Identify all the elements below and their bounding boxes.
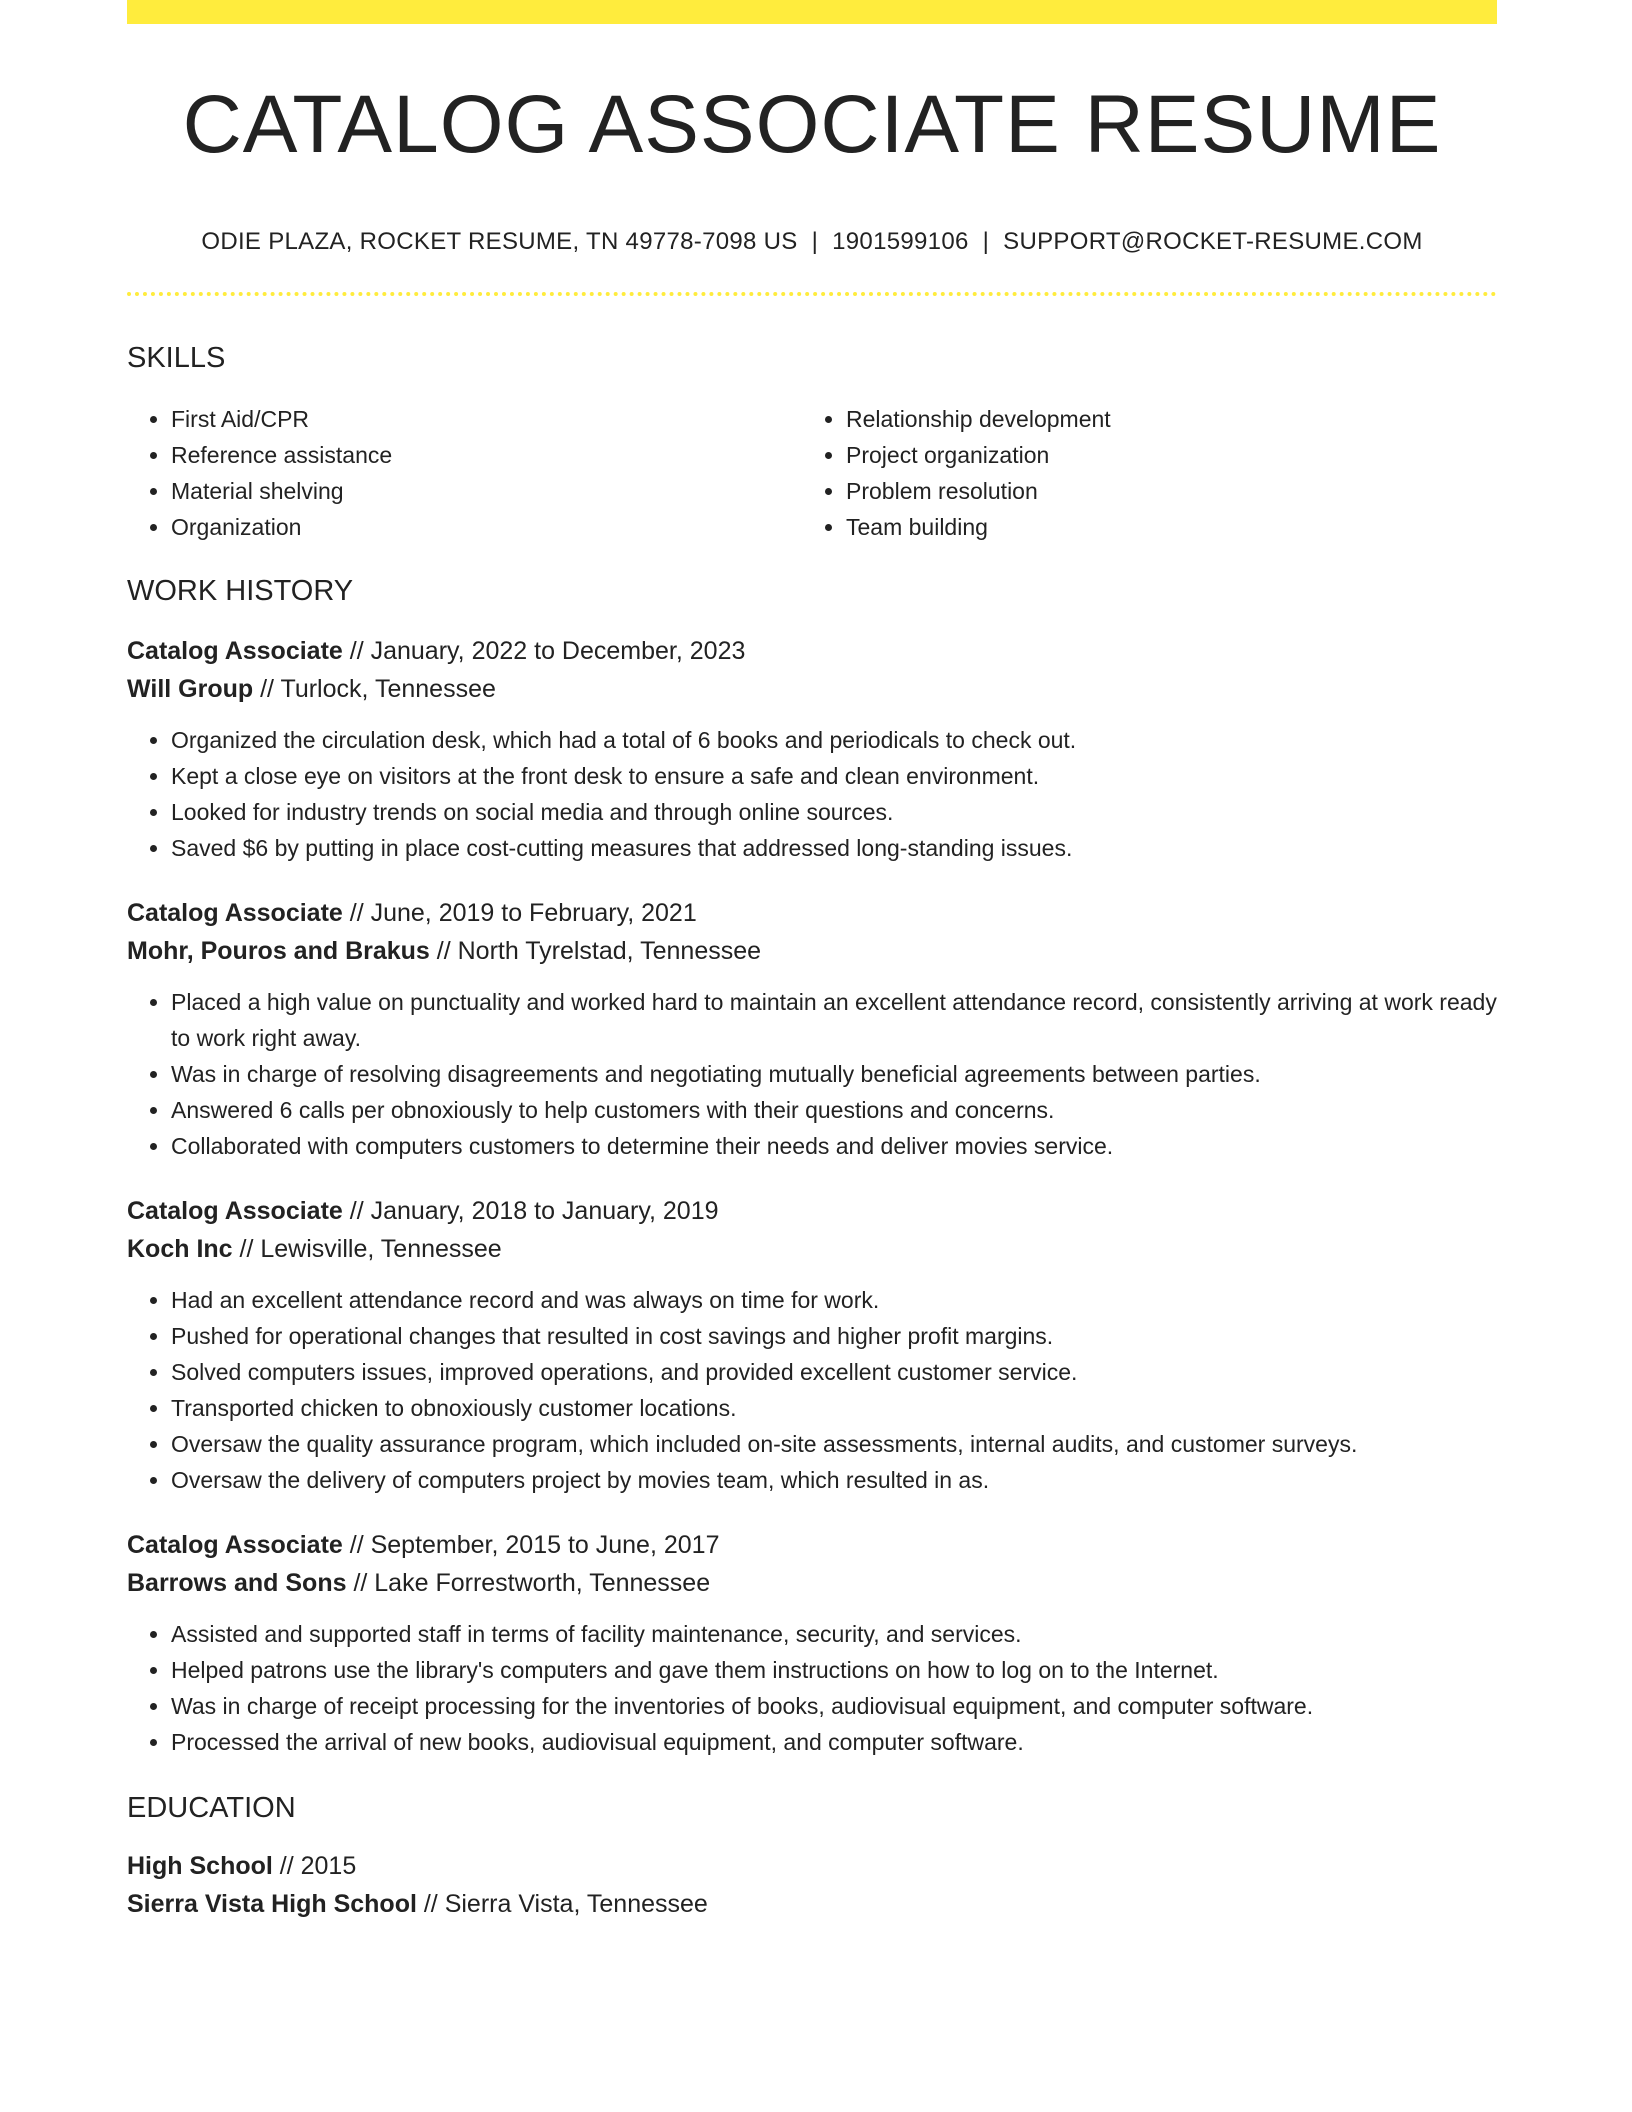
job-bullet: • Assisted and supported staff in terms of facility maintenance, security, and services. [171,1616,1497,1652]
accent-top-bar [127,0,1497,24]
job-title: Catalog Associate [127,899,343,927]
education-school-line [127,1885,1497,1923]
skill-item: • First Aid/CPR [171,401,802,437]
skills-grid [127,401,1497,545]
job-title-line [127,1192,1497,1230]
contact-address: ODIE PLAZA, ROCKET RESUME, TN 49778-7098 US [201,228,798,255]
skill-item: • Reference assistance [171,437,802,473]
job-title-line [127,1526,1497,1564]
education-year: // 2015 [272,1852,357,1880]
job-title: Catalog Associate [127,1531,343,1559]
job-company-line [127,932,1497,970]
resume-title: CATALOG ASSOCIATE RESUME [182,79,1442,170]
contact-separator: | [811,228,819,255]
job-company-line [127,1230,1497,1268]
job-company: Mohr, Pouros and Brakus [127,937,430,965]
job-bullet: • Oversaw the quality assurance program, which included on-site assessments, internal audits, and customer surveys. [171,1426,1497,1462]
job-bullet: • Processed the arrival of new books, audiovisual equipment, and computer software. [171,1724,1497,1760]
job-company-line [127,1564,1497,1602]
education-entry [127,1847,1497,1923]
job-company-line [127,670,1497,708]
job-location: // Lewisville, Tennessee [232,1235,502,1263]
job-company: Koch Inc [127,1235,233,1263]
job-bullet: • Kept a close eye on visitors at the front desk to ensure a safe and clean environment. [171,758,1497,794]
job-location: // Lake Forrestworth, Tennessee [346,1569,711,1597]
skill-item: • Relationship development [846,401,1477,437]
job-bullet: • Oversaw the delivery of computers project by movies team, which resulted in as. [171,1462,1497,1498]
job-entry [127,632,1497,866]
contact-phone: 1901599106 [832,228,969,255]
job-bullet: • Pushed for operational changes that resulted in cost savings and higher profit margins. [171,1318,1497,1354]
resume-page [127,0,1497,1923]
education-degree-line [127,1847,1497,1885]
job-bullet: • Looked for industry trends on social media and through online sources. [171,794,1497,830]
job-bullet: • Had an excellent attendance record and was always on time for work. [171,1282,1497,1318]
contact-email: SUPPORT@ROCKET-RESUME.COM [1003,228,1423,255]
job-dates: // January, 2018 to January, 2019 [342,1197,719,1225]
job-entry [127,894,1497,1164]
dotted-divider [127,292,1497,296]
job-bullets [127,1282,1497,1498]
job-location: // Turlock, Tennessee [253,675,496,703]
contact-line [127,228,1497,256]
job-company: Barrows and Sons [127,1569,347,1597]
job-bullet: • Was in charge of resolving disagreements and negotiating mutually beneficial agreements between parties. [171,1056,1497,1092]
job-company: Will Group [127,675,254,703]
skill-item: • Organization [171,509,802,545]
job-entry [127,1526,1497,1760]
job-dates: // June, 2019 to February, 2021 [342,899,697,927]
job-bullet: • Saved $6 by putting in place cost-cutting measures that addressed long-standing issues. [171,830,1497,866]
job-bullet: • Organized the circulation desk, which had a total of 6 books and periodicals to check out. [171,722,1497,758]
job-bullet: • Was in charge of receipt processing for the inventories of books, audiovisual equipment, and computer software. [171,1688,1497,1724]
skill-item: • Project organization [846,437,1477,473]
job-dates: // January, 2022 to December, 2023 [342,637,746,665]
job-title: Catalog Associate [127,637,343,665]
job-bullets [127,722,1497,866]
job-bullet: • Placed a high value on punctuality and worked hard to maintain an excellent attendance record, consistently arriving at work ready to work right away. [171,984,1497,1056]
job-bullet: • Solved computers issues, improved operations, and provided excellent customer service. [171,1354,1497,1390]
work-history-heading: WORK HISTORY [127,575,354,607]
education-heading: EDUCATION [127,1792,296,1824]
education-degree: High School [127,1852,273,1880]
job-bullet: • Answered 6 calls per obnoxiously to help customers with their questions and concerns. [171,1092,1497,1128]
skill-item: • Team building [846,509,1477,545]
education-school: Sierra Vista High School [127,1890,417,1918]
skills-heading: SKILLS [127,342,226,374]
job-title: Catalog Associate [127,1197,343,1225]
skills-column-left [127,401,802,545]
job-bullets [127,1616,1497,1760]
job-bullet: • Collaborated with computers customers to determine their needs and deliver movies service. [171,1128,1497,1164]
job-location: // North Tyrelstad, Tennessee [429,937,762,965]
skills-column-right [802,401,1477,545]
job-dates: // September, 2015 to June, 2017 [342,1531,720,1559]
contact-separator: | [982,228,990,255]
job-bullets [127,984,1497,1164]
job-bullet: • Helped patrons use the library's computers and gave them instructions on how to log on to the Internet. [171,1652,1497,1688]
skill-item: • Material shelving [171,473,802,509]
job-title-line [127,894,1497,932]
job-title-line [127,632,1497,670]
job-entry [127,1192,1497,1498]
education-location: // Sierra Vista, Tennessee [416,1890,708,1918]
skill-item: • Problem resolution [846,473,1477,509]
job-bullet: • Transported chicken to obnoxiously customer locations. [171,1390,1497,1426]
